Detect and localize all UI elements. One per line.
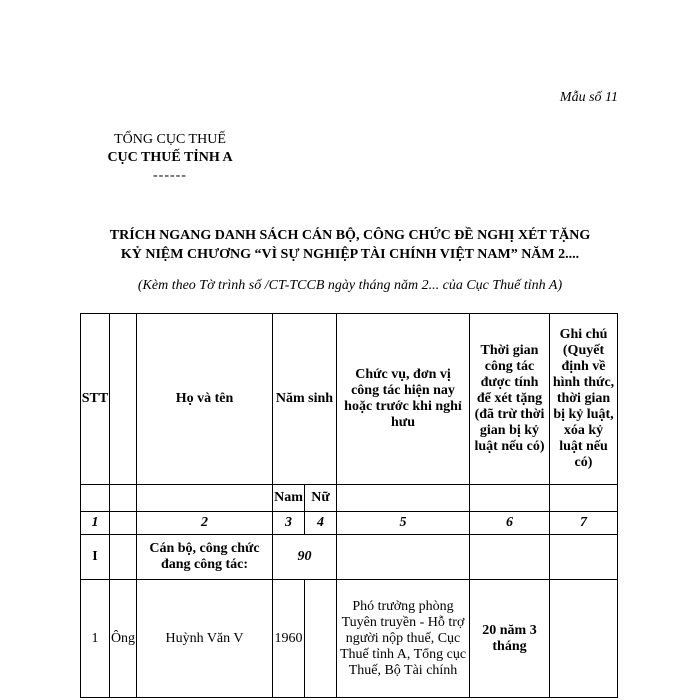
row-service-time: 20 năm 3 tháng [470,580,550,698]
row-female-year [305,580,337,698]
section-row [81,535,618,580]
subheader-row [81,485,618,512]
header-position: Chức vụ, đơn vị công tác hiện nay hoặc trước khi nghỉ hưu [337,314,470,485]
document-title [80,226,620,264]
column-number: 1 [81,512,110,535]
header-notes: Ghi chú (Quyết định về hình thức, thời gian bị kỷ luật, xóa kỷ luật nếu có) [550,314,618,485]
row-name: Huỳnh Văn V [137,580,273,698]
column-number: 6 [470,512,550,535]
title-line-2: KỶ NIỆM CHƯƠNG “VÌ SỰ NGHIỆP TÀI CHÍNH VIỆT NAM” NĂM 2.... [120,247,580,262]
row-stt: 1 [81,580,110,698]
section-count: 90 [273,535,337,580]
agency-parent: TỔNG CỤC THUẾ [114,132,226,147]
row-male-year: 1960 [273,580,305,698]
agency-separator: ------ [153,168,187,183]
row-position: Phó trưởng phòng Tuyên truyền - Hỗ trợ người nộp thuế, Cục Thuế tỉnh A, Tổng cục Thuế, Bộ Tài chính [337,580,470,698]
column-number: 2 [137,512,273,535]
header-row [81,314,618,485]
header-name: Họ và tên [137,314,273,485]
document-subtitle: (Kèm theo Tờ trình số /CT-TCCB ngày tháng năm 2... của Cục Thuế tỉnh A) [137,278,563,293]
header-birth-year: Năm sinh [273,314,337,485]
row-notes [550,580,618,698]
column-number: 4 [305,512,337,535]
section-roman: I [81,535,110,580]
column-number: 3 [273,512,305,535]
agency-header [95,131,245,185]
column-number-row [81,512,618,535]
nominee-table [80,313,618,698]
header-service-time: Thời gian công tác được tính để xét tặng (đã trừ thời gian bị kỷ luật nếu có) [470,314,550,485]
agency-name: CỤC THUẾ TỈNH A [107,150,233,165]
column-number: 7 [550,512,618,535]
header-stt: STT [81,314,110,485]
row-title: Ông [110,580,137,698]
form-number: Mẫu số 11 [559,90,618,105]
header-female: Nữ [305,485,337,512]
column-number: 5 [337,512,470,535]
title-line-1: TRÍCH NGANG DANH SÁCH CÁN BỘ, CÔNG CHỨC ĐỀ NGHỊ XÉT TẶNG [109,228,591,243]
header-empty [110,314,137,485]
header-male: Nam [273,485,305,512]
section-label: Cán bộ, công chức đang công tác: [137,535,273,580]
table-row [81,580,618,698]
